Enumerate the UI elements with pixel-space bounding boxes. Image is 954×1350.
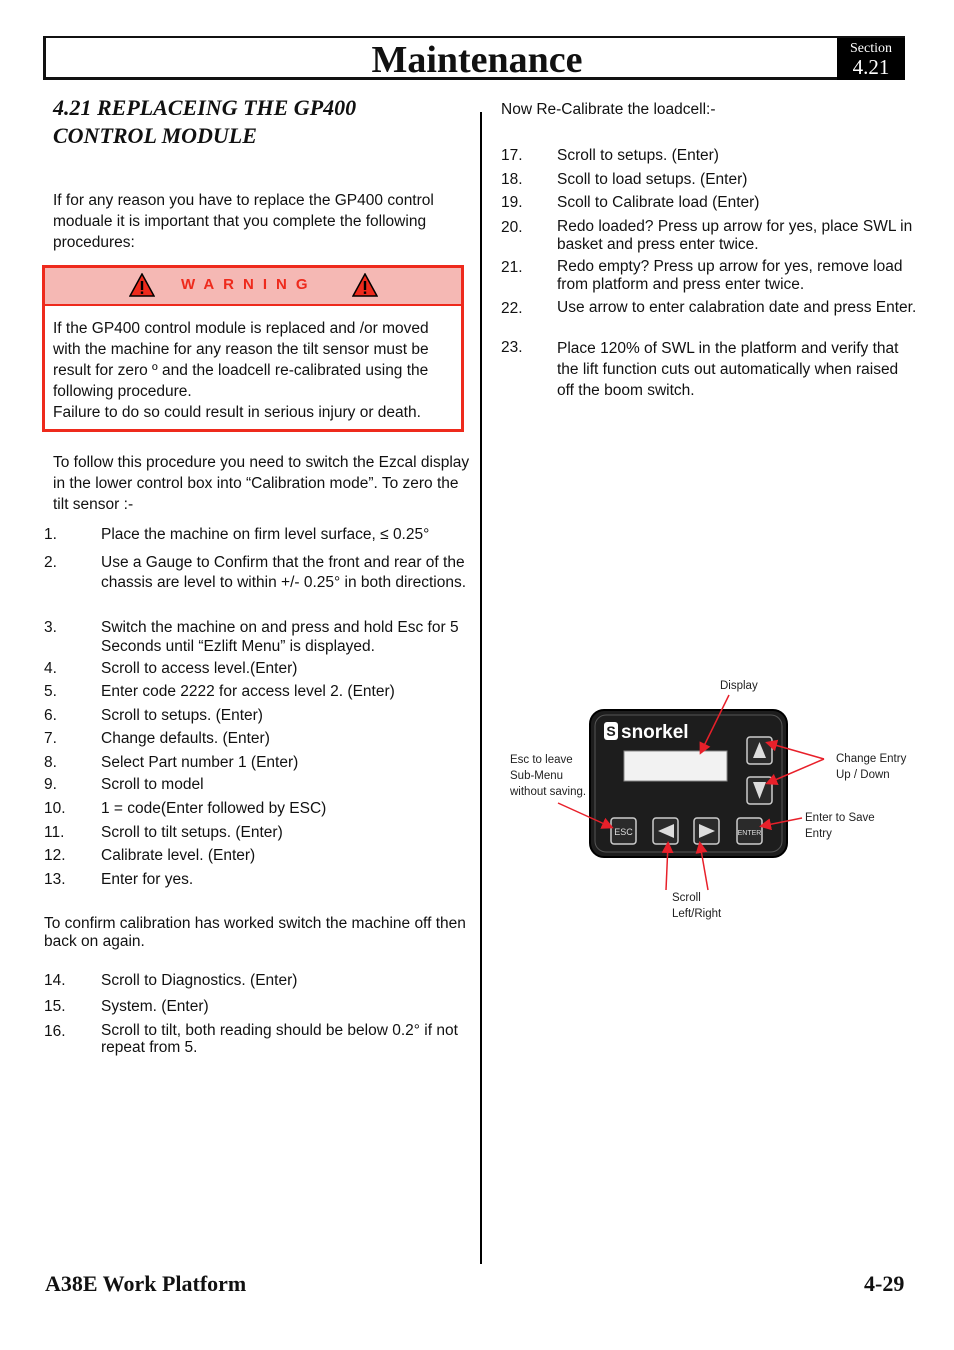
step-number: 18. [501,171,523,188]
step-text: System. (Enter) [101,998,209,1015]
list-item [501,299,926,337]
step-number: 3. [44,619,57,636]
callout-line: Sub-Menu [510,770,564,782]
change-entry-callout [836,751,906,783]
step-text: Change defaults. (Enter) [101,730,270,747]
step-text: Use a Gauge to Confirm that the front and rear of the chassis are level to within +/- 0.25° in both directions. [101,554,467,591]
list-item [44,525,474,545]
enter-callout [805,810,875,842]
warning-box [42,265,464,432]
step-text: Scroll to model [101,776,204,793]
step-text: Use arrow to enter calabration date and press Enter. [557,299,917,316]
warning-triangle-icon [352,273,378,297]
confirm-paragraph: To confirm calibration has worked switch the machine off then back on again. [44,915,466,950]
warning-triangle-icon [129,273,155,297]
column-divider [480,112,482,1264]
list-item [44,870,474,890]
step-number: 9. [44,776,57,793]
procedure-intro: To follow this procedure you need to switch the Ezcal display in the lower control box into “Calibration mode”. To zero the tilt sensor :- [53,454,470,513]
brand-logo: snorkel [621,722,689,743]
svg-text:S: S [606,723,616,739]
warning-title: WARNING [181,276,317,293]
step-number: 1. [44,526,57,543]
list-item [44,971,474,991]
footer-product: A38E Work Platform [45,1271,247,1296]
list-item [44,823,474,843]
step-number: 8. [44,754,57,771]
step-number: 23. [501,339,523,356]
step-number: 15. [44,998,66,1015]
step-text: Place the machine on firm level surface, ≤ 0.25° [101,526,430,543]
step-number: 13. [44,871,66,888]
step-number: 11. [44,824,65,841]
step-number: 16. [44,1023,66,1040]
list-item [501,338,926,400]
warning-band [45,268,461,306]
heading-line-1: 4.21 REPLACEING THE GP400 [53,95,357,120]
heading-line-2: CONTROL MODULE [53,123,257,148]
warning-text-main: If the GP400 control module is replaced and /or moved with the machine for any reason the tilt sensor must be result for zero º and the loadcell re-calibrated using the following procedure. [53,320,429,400]
step-text: Scroll to setups. (Enter) [101,707,263,724]
step-number: 6. [44,707,57,724]
esc-callout [510,752,586,800]
section-label: Section [850,41,892,56]
list-item [501,218,926,256]
callout-line: Entry [805,828,832,840]
step-number: 10. [44,800,66,817]
intro-paragraph: If for any reason you have to replace the GP400 control moduale it is important that you complete the following procedures: [53,192,434,251]
callout-line: Change Entry [836,753,907,765]
step-text: Scroll to Diagnostics. (Enter) [101,972,298,989]
list-item [44,997,474,1017]
callout-line: without saving. [510,786,587,798]
step-text: Scoll to Calibrate load (Enter) [557,194,760,211]
list-item [501,258,926,296]
step-text: Scroll to setups. (Enter) [557,147,719,164]
list-item [44,706,474,726]
step-number: 5. [44,683,57,700]
step-text: Redo empty? Press up arrow for yes, remove load from platform and press enter twice. [557,258,903,293]
section-heading [53,94,453,150]
step-number: 7. [44,730,57,747]
step-text: Scroll to tilt, both reading should be below 0.2° if not repeat from 5. [101,1022,458,1056]
page-header [43,36,905,80]
list-item [44,553,474,613]
step-text: Scroll to access level.(Enter) [101,660,298,677]
callout-line: Scroll [672,892,701,904]
step-text: Select Part number 1 (Enter) [101,754,299,771]
section-number: 4.21 [852,55,890,79]
page-title: Maintenance [371,39,583,81]
lcd-display [624,751,727,781]
step-number: 14. [44,972,66,989]
list-item [44,682,474,702]
list-item [44,729,474,749]
step-number: 22. [501,300,523,317]
step-number: 4. [44,660,57,677]
list-item [501,193,926,213]
list-item [501,146,926,166]
callout-line: Up / Down [836,769,890,781]
esc-key-label: ESC [614,827,633,837]
warning-text-consequence: Failure to do so could result in serious injury or death. [53,404,421,421]
step-text: Switch the machine on and press and hold Esc for 5 Seconds until “Ezlift Menu” is displayed. [101,619,459,655]
step-text: Place 120% of SWL in the platform and verify that the lift function cuts out automatically when raised off the boom switch. [557,340,899,399]
step-number: 19. [501,194,523,211]
scroll-callout [672,890,721,922]
section-tab [837,38,905,80]
step-number: 2. [44,554,57,571]
step-text: Scroll to tilt setups. (Enter) [101,824,283,841]
step-number: 17. [501,147,523,164]
list-item [44,846,474,866]
list-item [44,618,474,658]
recalibrate-intro: Now Re-Calibrate the loadcell:- [501,101,716,118]
step-text: Enter for yes. [101,871,194,888]
step-text: Scoll to load setups. (Enter) [557,171,748,188]
step-number: 12. [44,847,66,864]
list-item [44,753,474,773]
list-item [501,170,926,190]
control-panel-diagram [500,670,920,930]
list-item [44,659,474,679]
step-text: Enter code 2222 for access level 2. (Enter) [101,683,395,700]
callout-line: Left/Right [672,908,722,920]
list-item [44,1022,474,1062]
step-number: 21. [501,259,523,276]
warning-text [53,318,457,423]
step-text: Redo loaded? Press up arrow for yes, place SWL in basket and press enter twice. [557,218,913,253]
callout-line: Enter to Save [805,812,875,824]
enter-key-label: ENTER [737,830,762,837]
footer-page-number: 4-29 [864,1271,905,1296]
step-text: Calibrate level. (Enter) [101,847,256,864]
step-number: 20. [501,219,523,236]
list-item [44,775,474,795]
step-text: 1 = code(Enter followed by ESC) [101,800,327,817]
list-item [44,799,474,819]
display-callout: Display [720,680,758,692]
callout-line: Esc to leave [510,754,573,766]
